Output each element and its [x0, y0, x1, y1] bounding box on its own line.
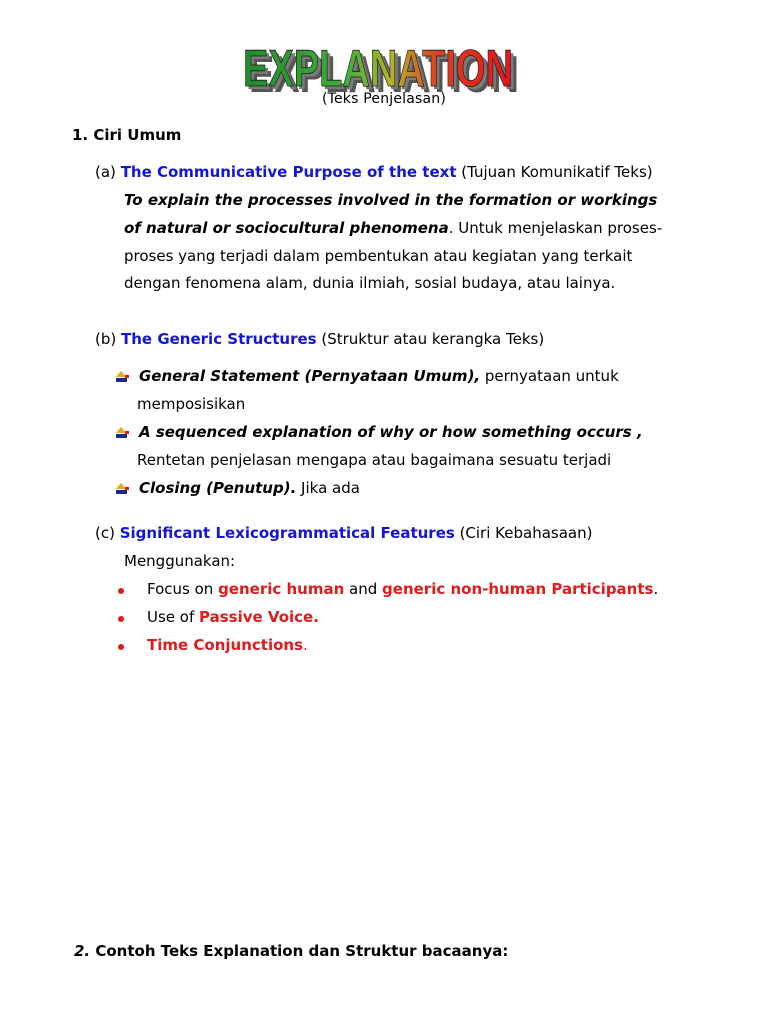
section1a-title: The Communicative Purpose of the text: [120, 163, 457, 181]
section1b-marker: (b): [95, 330, 117, 348]
feature-item-1: [147, 580, 658, 598]
structure-item-2-bold: A sequenced explanation of why or how something occurs ,: [139, 423, 643, 441]
section1a: [95, 163, 653, 181]
structure-item-1: [139, 367, 619, 385]
section2-heading-text: Contoh Teks Explanation dan Struktur bacaanya:: [90, 942, 509, 960]
section1-heading: 1. Ciri Umum: [72, 126, 182, 144]
structure-item-2: [139, 423, 643, 441]
section1b: [95, 330, 544, 348]
section1a-title-note: (Tujuan Komunikatif Teks): [456, 163, 653, 181]
feature-item-3-red1: Time Conjunctions: [147, 636, 304, 654]
structure-item-1-rest: pernyataan untuk: [480, 367, 619, 385]
feature-item-2-red1: Passive Voice.: [199, 608, 319, 626]
feature-item-1-mid: and: [344, 580, 383, 598]
bullet-dot-icon: [118, 588, 124, 594]
section1c-title-note: (Ciri Kebahasaan): [454, 524, 593, 542]
title-wordart-shadow: EXPLANATION: [249, 46, 519, 102]
structure-item-1-bold: General Statement (Pernyataan Umum),: [139, 367, 481, 385]
feature-item-2-pre: Use of: [147, 608, 200, 626]
title-wordart-face: EXPLANATION: [243, 40, 513, 98]
bullet-dot-icon: [118, 616, 124, 622]
feature-item-3-post: .: [303, 636, 308, 654]
bullet-arrow-icon: [116, 483, 130, 495]
section1a-line2-italic: of natural or sociocultural phenomena: [124, 219, 449, 237]
section1a-line4: dengan fenomena alam, dunia ilmiah, sosial budaya, atau lainya.: [124, 274, 616, 292]
subtitle: (Teks Penjelasan): [321, 91, 447, 107]
bullet-arrow-icon: [116, 427, 130, 439]
section2-heading: [74, 942, 508, 960]
section1a-line2-rest: . Untuk menjelaskan proses-: [448, 219, 663, 237]
section2-number: 2.: [74, 942, 91, 960]
title-wordart-depth: EXPLANATION: [246, 43, 516, 101]
feature-item-1-pre: Focus on: [147, 580, 219, 598]
feature-item-2: [147, 608, 319, 626]
section1b-title-note: (Struktur atau kerangka Teks): [316, 330, 545, 348]
section1a-marker: (a): [95, 163, 116, 181]
feature-item-1-red2: generic non-human Participants: [382, 580, 654, 598]
section1a-line2: [124, 219, 662, 237]
section1c-intro: Menggunakan:: [124, 552, 236, 570]
section1a-line3: proses yang terjadi dalam pembentukan atau kegiatan yang terkait: [124, 247, 633, 265]
section1b-title: The Generic Structures: [121, 330, 317, 348]
feature-item-3: [147, 636, 308, 654]
section1c-title: Significant Lexicogrammatical Features: [119, 524, 455, 542]
structure-item-2-cont: Rentetan penjelasan mengapa atau bagaimana sesuatu terjadi: [137, 451, 612, 469]
feature-item-1-red1: generic human: [218, 580, 345, 598]
structure-item-3-bold: Closing (Penutup).: [139, 479, 297, 497]
section1c-marker: (c): [95, 524, 115, 542]
bullet-dot-icon: [118, 644, 124, 650]
section1c: [95, 524, 592, 542]
feature-item-1-post: .: [653, 580, 659, 598]
section1a-line1: To explain the processes involved in the formation or workings: [124, 191, 658, 209]
structure-item-3: [139, 479, 360, 497]
structure-item-3-rest: Jika ada: [296, 479, 360, 497]
structure-item-1-cont: memposisikan: [137, 395, 246, 413]
bullet-arrow-icon: [116, 371, 130, 383]
